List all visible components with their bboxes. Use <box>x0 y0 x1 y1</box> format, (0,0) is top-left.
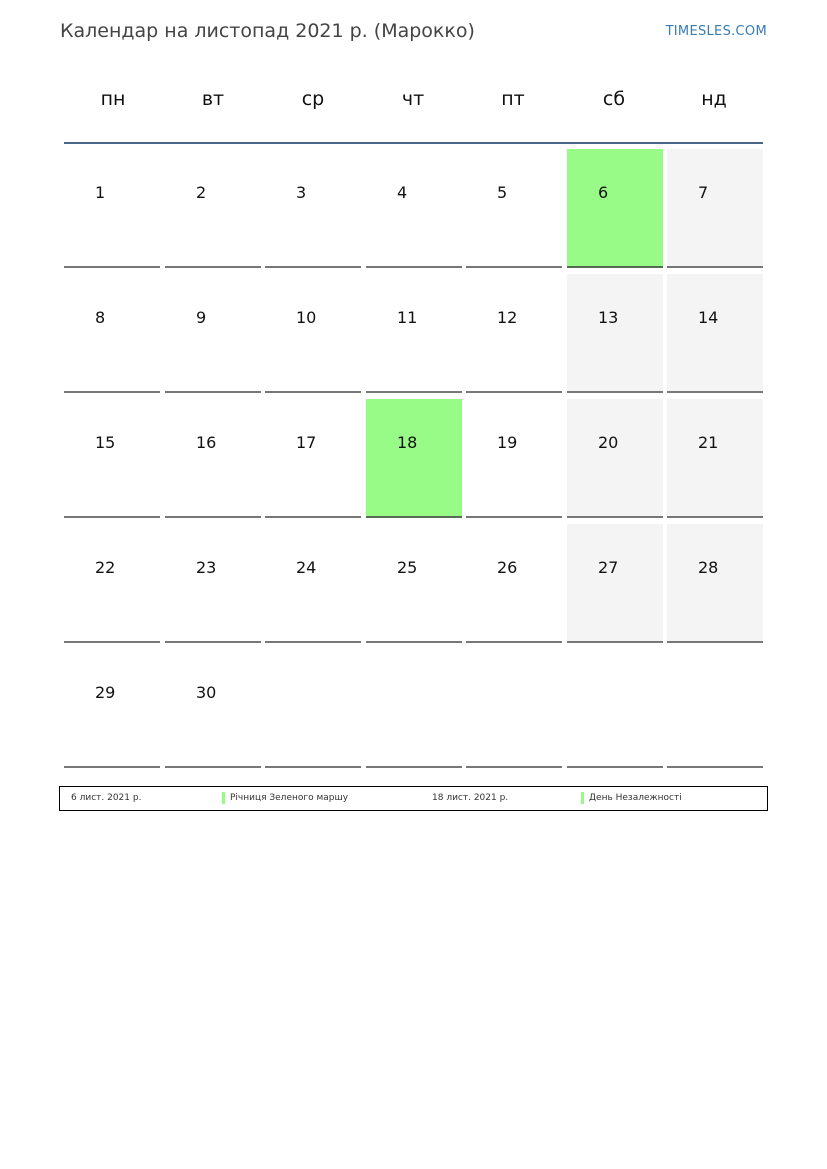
weekday-thu: чт <box>401 88 425 110</box>
calendar-day <box>366 524 462 643</box>
calendar-day <box>165 149 261 268</box>
calendar-day <box>265 149 361 268</box>
day-number: 21 <box>698 433 719 452</box>
day-number: 20 <box>598 433 619 452</box>
calendar-day <box>165 649 261 768</box>
day-number: 27 <box>598 558 619 577</box>
day-number: 26 <box>497 558 518 577</box>
calendar-day <box>64 399 160 518</box>
day-number: 24 <box>296 558 317 577</box>
calendar-day-empty <box>265 649 361 768</box>
day-number: 23 <box>196 558 217 577</box>
calendar-day-weekend <box>667 149 763 268</box>
calendar-day <box>64 524 160 643</box>
day-number: 3 <box>296 183 307 202</box>
day-number: 30 <box>196 683 217 702</box>
calendar-day-empty <box>466 649 562 768</box>
calendar-day-empty <box>567 649 663 768</box>
day-number: 6 <box>598 183 609 202</box>
day-number: 1 <box>95 183 106 202</box>
day-number: 12 <box>497 308 518 327</box>
calendar-day <box>466 399 562 518</box>
calendar-day-weekend <box>567 399 663 518</box>
legend-date-1: 6 лист. 2021 р. <box>71 793 142 803</box>
day-number: 2 <box>196 183 207 202</box>
calendar-day <box>466 524 562 643</box>
calendar-day-empty <box>366 649 462 768</box>
calendar-day-weekend <box>567 524 663 643</box>
weekday-sat: сб <box>602 88 626 110</box>
calendar-day <box>165 524 261 643</box>
day-number: 29 <box>95 683 116 702</box>
calendar-grid <box>64 149 764 770</box>
weekday-header-row <box>63 88 764 120</box>
calendar-day <box>64 149 160 268</box>
holiday-legend <box>59 786 768 811</box>
legend-date-2: 18 лист. 2021 р. <box>432 793 509 803</box>
day-number: 16 <box>196 433 217 452</box>
legend-holiday-2: День Незалежності <box>589 793 682 803</box>
day-number: 4 <box>397 183 408 202</box>
day-number: 11 <box>397 308 418 327</box>
calendar-day-weekend <box>667 399 763 518</box>
day-number: 13 <box>598 308 619 327</box>
day-number: 7 <box>698 183 709 202</box>
day-number: 10 <box>296 308 317 327</box>
calendar-day-weekend <box>667 524 763 643</box>
legend-color-mark <box>222 792 225 804</box>
calendar-day-empty <box>667 649 763 768</box>
legend-holiday-1: Річниця Зеленого маршу <box>230 793 349 803</box>
calendar-day <box>466 274 562 393</box>
calendar-day-weekend <box>567 274 663 393</box>
calendar-day <box>466 149 562 268</box>
calendar-day <box>265 274 361 393</box>
calendar-day <box>265 524 361 643</box>
day-number: 14 <box>698 308 719 327</box>
calendar-day <box>265 399 361 518</box>
calendar-day <box>64 274 160 393</box>
weekday-wed: ср <box>301 88 325 110</box>
header-divider <box>64 142 763 144</box>
calendar-day <box>165 399 261 518</box>
day-number: 18 <box>397 433 418 452</box>
calendar-day <box>366 274 462 393</box>
weekday-fri: пт <box>501 88 525 110</box>
calendar-day <box>165 274 261 393</box>
calendar-day-holiday <box>567 149 663 268</box>
day-number: 17 <box>296 433 317 452</box>
calendar-day-weekend <box>667 274 763 393</box>
calendar-day <box>64 649 160 768</box>
day-number: 8 <box>95 308 106 327</box>
site-link[interactable]: TIMESLES.COM <box>665 24 767 39</box>
day-number: 15 <box>95 433 116 452</box>
weekday-mon: пн <box>100 88 126 110</box>
calendar-day <box>366 149 462 268</box>
calendar-day-holiday <box>366 399 462 518</box>
day-number: 9 <box>196 308 207 327</box>
day-number: 19 <box>497 433 518 452</box>
legend-color-mark <box>581 792 584 804</box>
day-number: 5 <box>497 183 508 202</box>
page-title: Календар на листопад 2021 р. (Марокко) <box>60 20 475 42</box>
weekday-tue: вт <box>201 88 225 110</box>
weekday-sun: нд <box>701 88 727 110</box>
day-number: 28 <box>698 558 719 577</box>
day-number: 22 <box>95 558 116 577</box>
day-number: 25 <box>397 558 418 577</box>
